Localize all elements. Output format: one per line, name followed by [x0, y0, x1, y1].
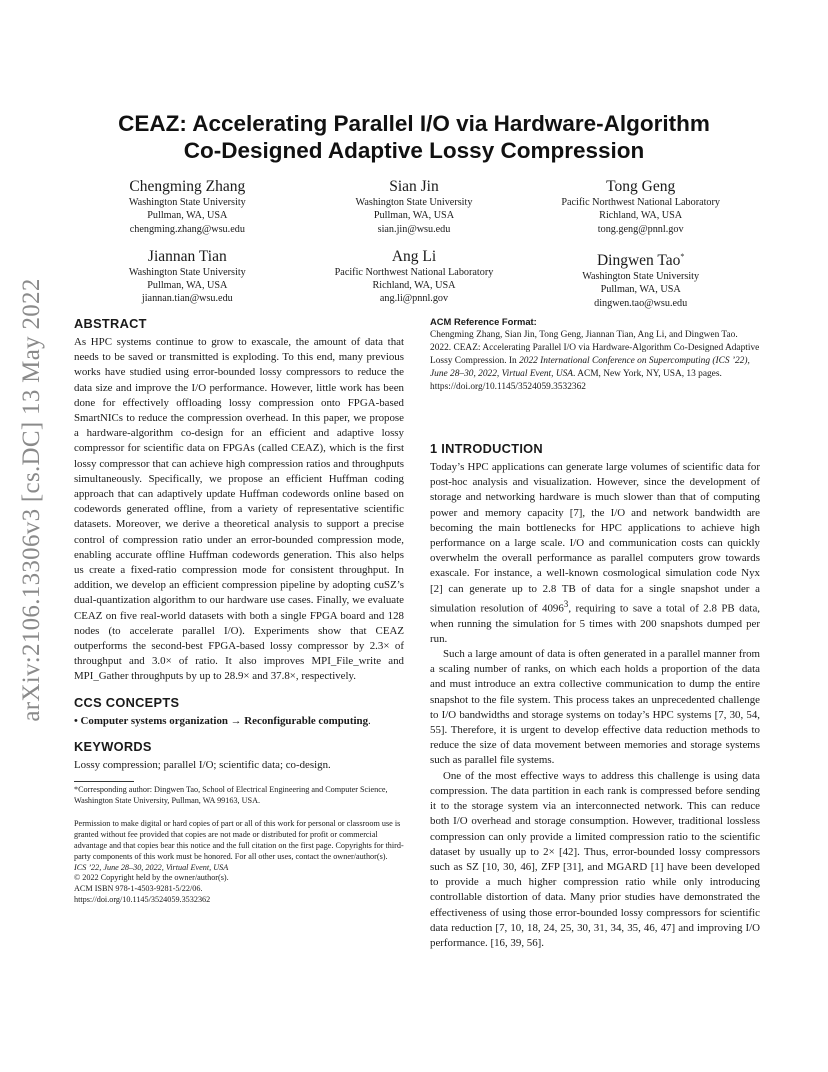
- author-email: tong.geng@pnnl.gov: [597, 223, 684, 235]
- author-6: [527, 248, 754, 310]
- author-location: Richland, WA, USA: [599, 210, 683, 222]
- author-email: dingwen.tao@wsu.edu: [594, 297, 688, 309]
- author-block: [74, 178, 754, 310]
- author-affiliation: Pacific Northwest National Laboratory: [334, 266, 494, 278]
- author-2: [301, 178, 528, 236]
- abstract-text: As HPC systems continue to grow to exascale, the amount of data that needs to be saved or transmitted is exploding. To this end, many previous works have studied using error-bounded lossy compressors to reduce the data size and improve the I/O performance. However, little work has been done for effectively offloading lossy compression onto FPGA-based SmartNICs to reduce the compression overhead. In this paper, we propose a hardware-algorithm co-design for an efficient and adaptive lossy compressor for scientific data on FPGAs (called CEAZ), which is the first lossy compressor that can achieve high compression ratios and throughputs simultaneously. Specifically, we propose an efficient Huffman coding approach that can adaptively update Huffman codewords online based on codewords generated offline, from a variety of representative scientific datasets. Moreover, we derive a theoretical analysis to support a precise control of compression ratio under an error-bounded compression mode, enabling accurate offline Huffman codewords generation. This also helps us create a fixed-ratio compression mode for consistent throughput. In addition, we develop an efficient compression pipeline by adopting cuSZ’s dual-quantization algorithm to our hardware use cases. Finally, we evaluate CEAZ on five real-world datasets with both a single FPGA board and 128 nodes (to accelerate parallel I/O). Experiments show that CEAZ outperforms the second-best FPGA-based lossy compressor by 2.3× of throughput and 3.0× of ratio. It also improves MPI_File_write and MPI_Gather throughputs by up to 28.9× and 37.8×, respectively.: [74, 336, 404, 683]
- author-name: Sian Jin: [389, 178, 439, 195]
- author-location: Pullman, WA, USA: [600, 284, 681, 296]
- author-affiliation: Washington State University: [128, 266, 246, 278]
- author-affiliation: Washington State University: [355, 197, 473, 208]
- ccs-heading: CCS CONCEPTS: [74, 694, 180, 710]
- doi-link[interactable]: https://doi.org/10.1145/3524059.3532362: [74, 895, 211, 905]
- author-name: Ang Li: [391, 247, 437, 265]
- author-email: ang.li@pnnl.gov: [379, 293, 449, 305]
- author-affiliation: Pacific Northwest National Laboratory: [561, 197, 721, 208]
- abstract-heading: ABSTRACT: [74, 316, 147, 331]
- author-email: sian.jin@wsu.edu: [377, 223, 451, 235]
- introduction-heading: 1 INTRODUCTION: [430, 441, 543, 456]
- venue: ICS ’22, June 28–30, 2022, Virtual Event, USA: [74, 862, 229, 872]
- author-name: Chengming Zhang: [129, 178, 246, 195]
- keywords-text: Lossy compression; parallel I/O; scientific data; co-design.: [74, 758, 331, 771]
- author-email: jiannan.tian@wsu.edu: [141, 293, 233, 305]
- title-line-1: CEAZ: Accelerating Parallel I/O via Hardware-Algorithm: [118, 111, 710, 136]
- author-name: Jiannan Tian: [147, 247, 227, 265]
- author-name: Tong Geng: [606, 178, 676, 195]
- permission-block: [74, 819, 404, 906]
- intro-paragraph-3: One of the most effective ways to address this challenge is using data compression. The data partition in each rank is compressed before sending it to the storage system via an interconnected network. This can reduce both I/O overhead and storage consumption. However, traditional lossless compression can only provide a limited compression ratio to the scientific dataset by usually up to 2× [42]. Thus, error-bounded lossy compressors such as SZ [10, 30, 46], ZFP [31], and MGARD [1] have been developed to provide a much higher compression ratio while only introducing controllable distortion of data. Many prior studies have demonstrated the effectiveness of using those error-bounded lossy compressors for scientific data reduction [7, 10, 18, 24, 25, 30, 31, 34, 35, 46, 47] and improving I/O performance. [16, 39, 56].: [430, 769, 760, 949]
- author-4: [74, 248, 301, 310]
- author-email: chengming.zhang@wsu.edu: [129, 223, 245, 235]
- intro-paragraph-2: Such a large amount of data is often generated in a parallel manner from a scaling number of ranks, on which each holds a proportion of the data and must introduce an extra collective communication to dump the entire snapshot to the file system. This process takes an unprecedented challenge to I/O bandwidths and storage systems on today’s HPC systems [7, 30, 54, 55]. Therefore, it is urgent to develop effective data reduction methods to reduce the size of data movement between memories and storage systems such as parallel file systems.: [430, 648, 760, 767]
- permission-text: Permission to make digital or hard copies of part or all of this work for personal or classroom use is granted without fee provided that copies are not made or distributed for profit or commercial advantage and that copies bear this notice and the full citation on the first page. Copyrights for third-party components of this work must be honored. For all other uses, contact the owner/author(s).: [74, 818, 404, 861]
- corresponding-footnote: *Corresponding author: Dingwen Tao, School of Electrical Engineering and Computer Science, Washington State University, Pullman, WA 99163, USA.: [74, 785, 388, 805]
- copyright: © 2022 Copyright held by the owner/author(s).: [74, 873, 229, 883]
- author-name: Dingwen Tao*: [596, 251, 685, 270]
- intro-paragraph-1: Today’s HPC applications can generate large volumes of scientific data for post-hoc analysis and visualization. However, since the development of storage and networking hardware is much slower than that of computing power and memory capacity [7], the I/O and network bandwidth are becoming the main bottlenecks for HPC applications to achieve high performance on a large scale. I/O and communication costs can quickly overwhelm the overall performance as parallel computers grow towards exascale. For instance, a well-known cosmological simulation code Nyx [2] can generate up to 2.8 TB of data for a single snapshot under a simulation resolution of 4096$^3$, requiring to save a total of 2.8 PB data, when running the simulation for 5 times with 200 snapshots dumped per run.: [430, 461, 760, 645]
- title-line-2: Co-Designed Adaptive Lossy Compression: [183, 138, 645, 163]
- keywords-heading: KEYWORDS: [74, 738, 152, 754]
- author-location: Richland, WA, USA: [372, 280, 456, 292]
- author-1: [74, 178, 301, 236]
- author-affiliation: Washington State University: [582, 271, 700, 283]
- ccs-text: • Computer systems organization → Reconfigurable computing.: [74, 714, 371, 727]
- author-location: Pullman, WA, USA: [147, 280, 228, 292]
- reference-text: Chengming Zhang, Sian Jin, Tong Geng, Jiannan Tian, Ang Li, and Dingwen Tao. 2022. CEAZ: Accelerating Parallel I/O via Hardware-Algorithm Co-Designed Adaptive Lossy Compression. In 2022 International Conference on Supercomputing (ICS ’22), June 28–30, 2022, Virtual Event, USA. ACM, New York, NY, USA, 13 pages. https://doi.org/10.1145/3524059.3532362: [430, 330, 760, 392]
- author-location: Pullman, WA, USA: [147, 210, 228, 222]
- author-location: Pullman, WA, USA: [373, 210, 455, 222]
- author-affiliation: Washington State University: [128, 197, 246, 208]
- left-column: [74, 316, 404, 906]
- reference-heading: ACM Reference Format:: [430, 316, 537, 327]
- right-column: [430, 316, 760, 951]
- footnote-rule: [74, 781, 134, 782]
- isbn: ACM ISBN 978-1-4503-9281-5/22/06.: [74, 884, 203, 894]
- author-5: [301, 248, 528, 310]
- arxiv-stamp: arXiv:2106.13306v3 [cs.DC] 13 May 2022: [18, 278, 45, 722]
- author-3: [527, 178, 754, 236]
- paper-title: [80, 110, 748, 164]
- corresponding-mark: *: [680, 251, 685, 261]
